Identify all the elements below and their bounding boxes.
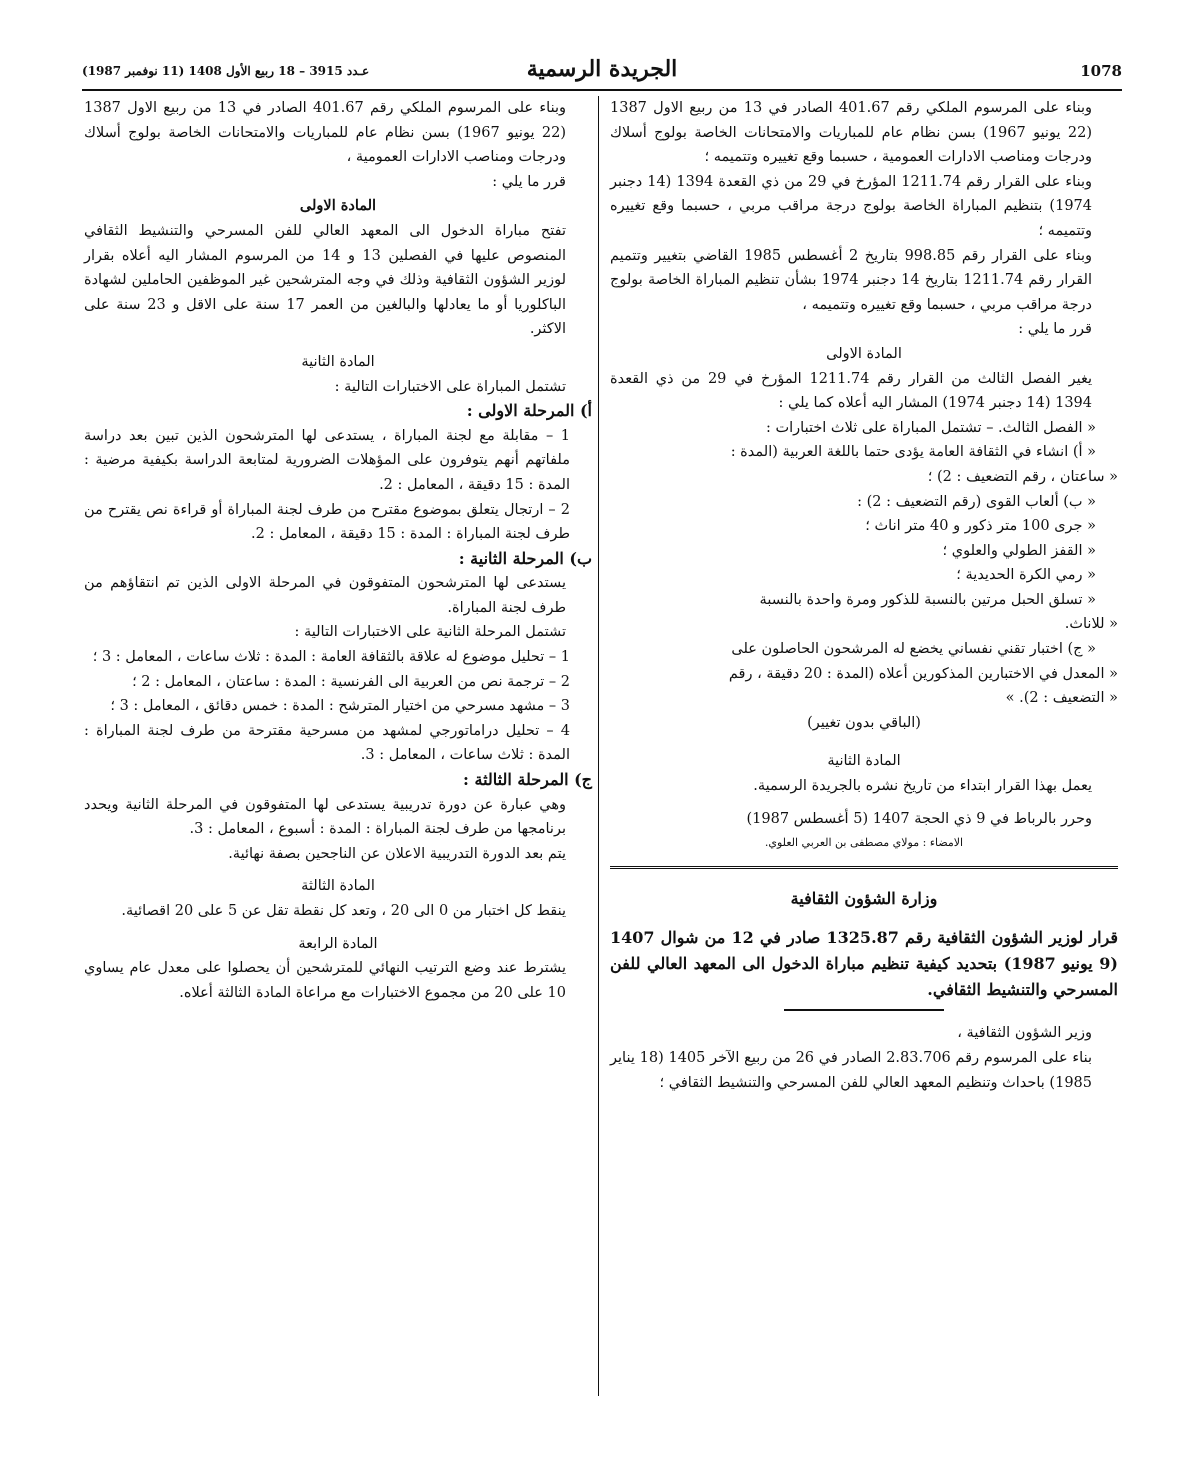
phase-item: 2 – ترجمة نص من العربية الى الفرنسية : المدة : ساعتان ، المعامل : 2 ؛ xyxy=(132,673,570,690)
article-heading: المادة الثالثة xyxy=(301,878,375,895)
phase-item: 1 – تحليل موضوع له علاقة بالثقافة العامة : المدة : ثلاث ساعات ، المعامل : 3 ؛ xyxy=(92,649,570,666)
phase-text: تشتمل المرحلة الثانية على الاختبارات التالية : xyxy=(294,624,566,641)
unchanged-note: (الباقي بدون تغيير) xyxy=(807,714,921,731)
ministry-heading: وزارة الشؤون الثقافية xyxy=(790,888,938,908)
header-rule xyxy=(82,89,1122,91)
section-divider xyxy=(610,866,1118,869)
preamble-paragraph: وبناء على المرسوم الملكي رقم 401.67 الصادر في 13 من ربيع الاول 1387 (22 يونيو 1967) بسن نظام عام للمباريات والامتحانات الخاصة بولوج أسلاك ودرجات ومناصب الادارات العمومية ، حسبما وقع تغييره وتتميمه ؛ xyxy=(610,100,1092,166)
quoted-line: « القفز الطولي والعلوي ؛ xyxy=(942,542,1096,559)
article-text: تشتمل المباراة على الاختبارات التالية : xyxy=(334,378,566,395)
article-heading: المادة الثانية xyxy=(827,753,901,770)
phase-item: 4 – تحليل دراماتورجي لمشهد من مسرحية مقترحة من طرف لجنة المباراة : المدة : ثلاث ساعات ، المعامل : 3. xyxy=(84,722,570,764)
article-heading: المادة الرابعة xyxy=(298,935,378,952)
phase-heading: ج) المرحلة الثالثة : xyxy=(463,770,592,790)
signature: الامضاء : مولاي مصطفى بن العربي العلوي. xyxy=(764,836,964,850)
article-heading: المادة الاولى xyxy=(299,197,377,215)
phase-heading: ب) المرحلة الثانية : xyxy=(458,548,592,568)
page-header xyxy=(82,56,1122,84)
preamble-paragraph: وبناء على القرار رقم 998.85 بتاريخ 2 أغسطس 1985 القاضي بتغيير وتتميم القرار رقم 1211.74 بتاريخ 14 دجنبر 1974 بشأن تنظيم المباراة الخاصة بولوج درجة مراقب مربي ، حسبما وقع تغييره وتتميمه ، xyxy=(610,247,1093,313)
phase-text: وهي عبارة عن دورة تدريبية يستدعى لها المتفوقون في المرحلة الثانية ويحدد برنامجها من طرف لجنة المباراة : المدة : أسبوع ، المعامل : 3. xyxy=(84,796,566,838)
minister-line: وزير الشؤون الثقافية ، xyxy=(957,1025,1092,1042)
quoted-line: « جرى 100 متر ذكور و 40 متر اناث ؛ xyxy=(865,518,1096,535)
quoted-line: « ب) ألعاب القوى (رقم التضعيف : 2) : xyxy=(857,493,1096,510)
done-at: وحرر بالرباط في 9 ذي الحجة 1407 (5 أغسطس 1987) xyxy=(746,810,1092,827)
title-underline xyxy=(784,1009,944,1011)
quoted-line: « للاناث. xyxy=(1064,616,1118,633)
column-divider xyxy=(598,96,599,1396)
article-text: يغير الفصل الثالث من القرار رقم 1211.74 المؤرخ في 29 من ذي القعدة 1394 (14 دجنبر 1974) المشار اليه أعلاه كما يلي : xyxy=(610,370,1092,412)
phase-heading: أ) المرحلة الاولى : xyxy=(466,401,592,421)
article-text: تفتح مباراة الدخول الى المعهد العالي للفن المسرحي والتنشيط الثقافي المنصوص عليها في الفصلين 13 و 14 من المرسوم المشار اليه أعلاه بقرار لوزير الشؤون الثقافية وذلك في وجه المترشحين غير الموظفين الحاملين لشهادة الباكلوريا أو ما يعادلها والبالغين من العمر 17 سنة على الاقل و 23 سنة على الاكثر. xyxy=(84,222,566,338)
preamble-paragraph: وبناء على المرسوم الملكي رقم 401.67 الصادر في 13 من ربيع الاول 1387 (22 يونيو 1967) بسن نظام عام للمباريات والامتحانات الخاصة بولوج أسلاك ودرجات ومناصب الادارات العمومية ، xyxy=(84,100,566,166)
preamble-paragraph: وبناء على القرار رقم 1211.74 المؤرخ في 29 من ذي القعدة 1394 (14 دجنبر 1974) بتنظيم المباراة الخاصة بولوج درجة مراقب مربي ، حسبما وقع تغييره وتتميمه ؛ xyxy=(610,173,1092,239)
decision-line: قرر ما يلي : xyxy=(1018,321,1092,338)
article-text: يعمل بهذا القرار ابتداء من تاريخ نشره بالجريدة الرسمية. xyxy=(753,778,1092,795)
quoted-line: « رمي الكرة الحديدية ؛ xyxy=(956,567,1096,584)
phase-item: 1 – مقابلة مع لجنة المباراة ، يستدعى لها المترشحون الذين تبين بعد دراسة ملفاتهم أنهم يتوفرون على المؤهلات الضرورية لمتابعة الدراسة بكيفية مرضية : المدة : 15 دقيقة ، المعامل : 2. xyxy=(84,427,570,493)
quoted-line: « الفصل الثالث. – تشتمل المباراة على ثلاث اختبارات : xyxy=(765,419,1096,436)
right-column xyxy=(610,96,1118,1095)
gazette-title: الجريدة الرسمية xyxy=(526,56,678,82)
phase-text: يستدعى لها المترشحون المتفوقون في المرحلة الاولى الذين تم انتقاؤهم من طرف لجنة المباراة. xyxy=(84,575,566,616)
quoted-line: « التضعيف : 2). » xyxy=(1005,690,1118,707)
decree-title: قرار لوزير الشؤون الثقافية رقم 1325.87 صادر في 12 من شوال 1407 (9 يونيو 1987) بتحديد كيفية تنظيم مباراة الدخول الى المعهد العالي للفن المسرحي والتنشيط الثقافي. xyxy=(610,928,1119,1000)
article-heading: المادة الثانية xyxy=(301,353,375,370)
quoted-line: « أ) انشاء في الثقافة العامة يؤدى حتما باللغة العربية (المدة : xyxy=(730,444,1096,461)
article-text: ينقط كل اختبار من 0 الى 20 ، وتعد كل نقطة تقل عن 5 على 20 اقصائية. xyxy=(121,903,566,919)
quoted-line: « ساعتان ، رقم التضعيف : 2) ؛ xyxy=(927,468,1118,485)
decision-line: قرر ما يلي : xyxy=(492,173,566,190)
quoted-line: « تسلق الحبل مرتين بالنسبة للذكور ومرة واحدة بالنسبة xyxy=(759,591,1096,608)
issue-info: عـدد 3915 – 18 ربيع الأول 1408 (11 نوفمبر 1987) xyxy=(82,64,370,78)
phase-item: 3 – مشهد مسرحي من اختيار المترشح : المدة : خمس دقائق ، المعامل : 3 ؛ xyxy=(110,698,570,715)
preamble-paragraph: بناء على المرسوم رقم 2.83.706 الصادر في 26 من ربيع الآخر 1405 (18 يناير 1985) باحداث وتنظيم المعهد العالي للفن المسرحي والتنشيط الثقافي ؛ xyxy=(610,1050,1092,1091)
article-text: يشترط عند وضع الترتيب النهائي للمترشحين أن يحصلوا على معدل عام يساوي 10 على 20 من مجموع الاختبارات مع مراعاة المادة الثالثة أعلاه. xyxy=(84,960,566,1001)
article-heading: المادة الاولى xyxy=(826,345,902,362)
left-column xyxy=(84,96,592,1005)
quoted-line: « المعدل في الاختبارين المذكورين أعلاه (المدة : 20 دقيقة ، رقم xyxy=(728,665,1118,682)
phase-text: يتم بعد الدورة التدريبية الاعلان عن الناجحين بصفة نهائية. xyxy=(228,845,566,862)
phase-item: 2 – ارتجال يتعلق بموضوع مقترح من طرف لجنة المباراة أو قراءة نص يقترح من طرف لجنة المباراة : المدة : 15 دقيقة ، المعامل : 2. xyxy=(84,501,570,543)
page-number: 1078 xyxy=(1080,62,1122,80)
quoted-line: « ج) اختبار تقني نفساني يخضع له المرشحون الحاصلون على xyxy=(731,641,1096,658)
